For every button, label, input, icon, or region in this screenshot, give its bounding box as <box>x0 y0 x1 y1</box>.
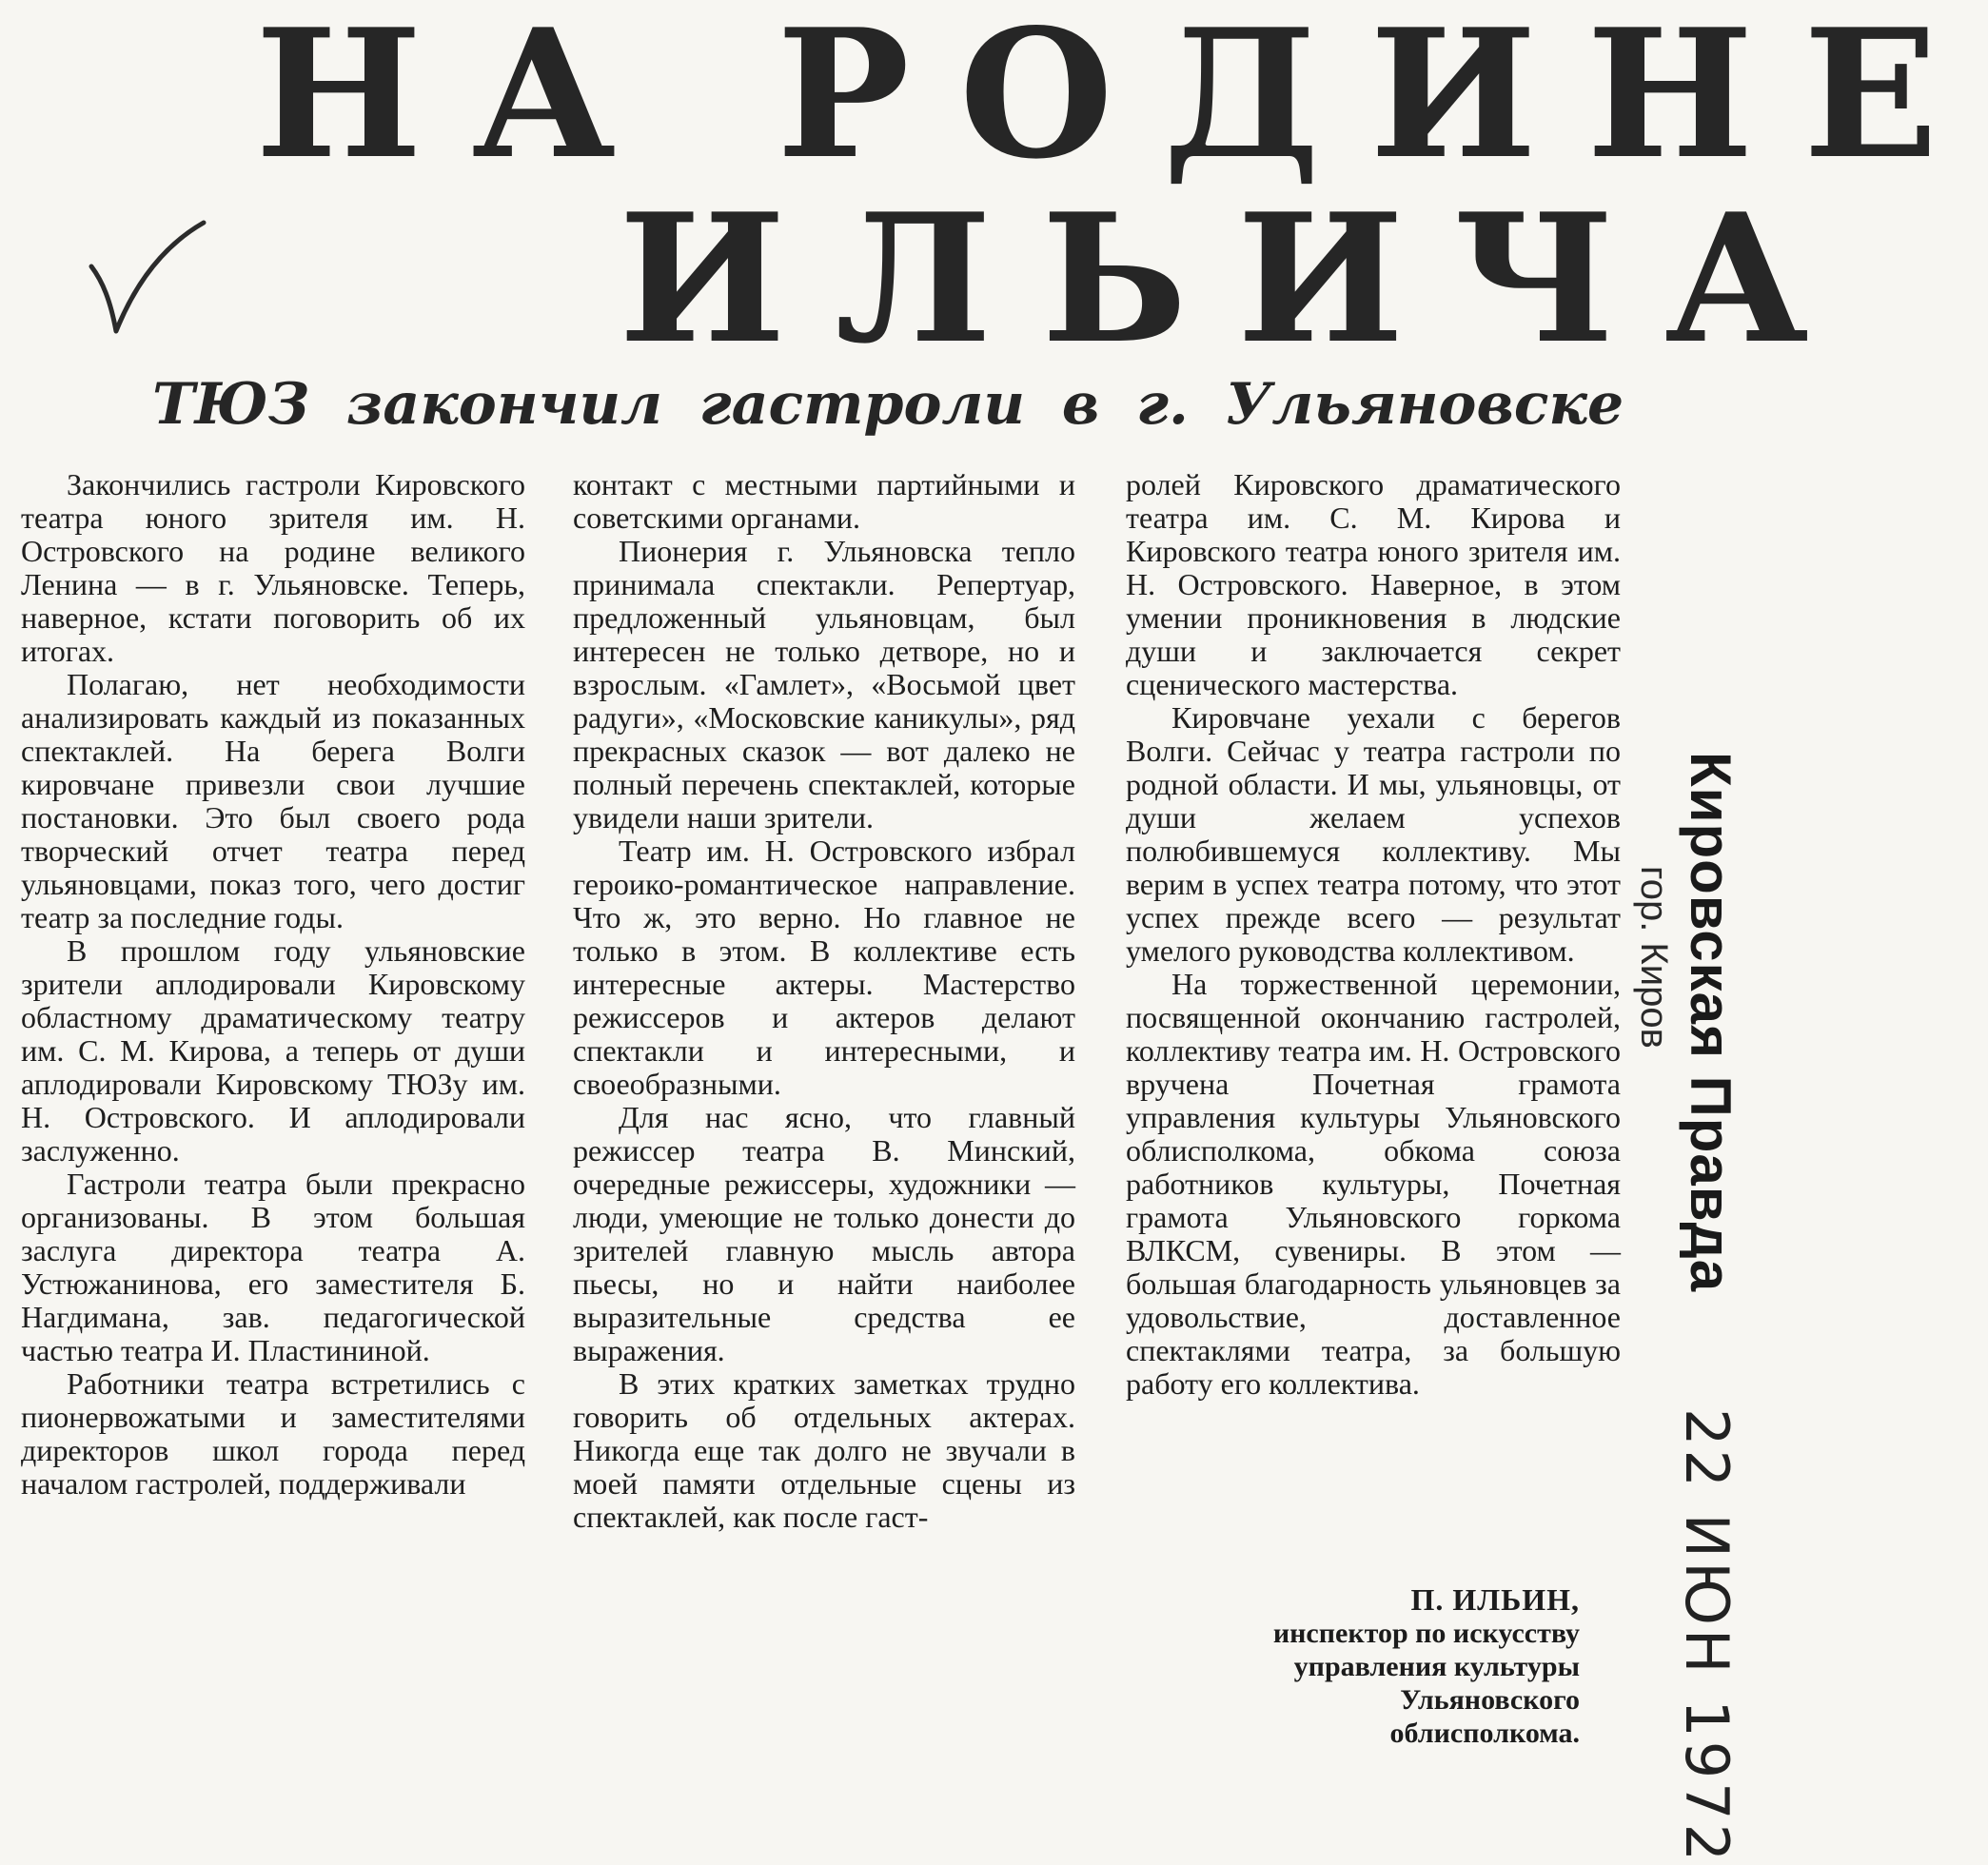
city-label: гор. Киров <box>1633 866 1675 1049</box>
article-column-1 <box>21 468 525 1501</box>
date-stamp: 22 ИЮН 1972 <box>1672 1408 1742 1865</box>
author-title-line: облисполкома. <box>1389 1718 1580 1749</box>
paragraph: Для нас ясно, что главный режиссер театра В. Минский, очередные режиссеры, художники — люди, умеющие не только донести до зрителей главную мысль автора пьесы, но и найти наиболее выразительные средства ее выражения. <box>573 1100 1075 1367</box>
author-name: П. ИЛЬИН, <box>1410 1582 1580 1617</box>
author-title-line: инспектор по искусству <box>1272 1618 1580 1649</box>
paragraph: контакт с местными партийными и советскими органами. <box>573 467 1075 535</box>
checkmark-icon <box>86 217 209 341</box>
paragraph: Пионерия г. Ульяновска тепло принимала спектакли. Репертуар, предложенный ульяновцам, был интересен не только детворе, но и взрослым. «Гамлет», «Восьмой цвет радуги», «Московские каникулы», ряд прекрасных сказок — вот далеко не полный перечень спектаклей, которые увидели наши зрители. <box>573 534 1075 834</box>
paragraph: В прошлом году ульяновские зрители аплодировали Кировскому областному драматическому театру им. С. М. Кирова, а теперь от души аплодировали Кировскому ТЮЗу им. Н. Островского. И аплодировали заслуженно. <box>21 933 525 1168</box>
paragraph: ролей Кировского драматического театра им. С. М. Кирова и Кировского театра юного зрителя им. Н. Островского. Наверное, в этом умении проникновения в людские души и заключается секрет сценического мастерства. <box>1126 467 1621 701</box>
author-signature <box>1123 1583 1580 1750</box>
headline-line-2: ИЛЬИЧА <box>619 174 1859 383</box>
source-annotation <box>1633 742 1751 1865</box>
paragraph: Работники театра встретились с пионервожатыми и заместителями директоров школ города перед началом гастролей, поддерживали <box>21 1366 525 1501</box>
author-title-line: Ульяновского <box>1400 1684 1580 1716</box>
paragraph: Закончились гастроли Кировского театра юного зрителя им. Н. Островского на родине великого Ленина — в г. Ульяновске. Теперь, наверное, кстати поговорить об их итогах. <box>21 467 525 668</box>
headline-line-1: НА РОДИНЕ <box>255 0 1988 198</box>
paragraph: На торжественной церемонии, посвященной окончанию гастролей, коллективу театра им. Н. Островского вручена Почетная грамота управления культуры Ульяновского облисполкома, обкома союза работников культуры, Почетная грамота Ульяновского горкома ВЛКСМ, сувениры. В этом — большая благодарность ульяновцев за удовольствие, доставленное спектаклями театра, за большую работу его коллектива. <box>1126 967 1621 1401</box>
article-column-3 <box>1126 468 1621 1401</box>
article-column-2 <box>573 468 1075 1534</box>
paragraph: Театр им. Н. Островского избрал героико-романтическое направление. Что ж, это верно. Но главное не только в этом. В коллективе есть интересные актеры. Мастерство режиссеров и актеров делают спектакли и интересными, и своеобразными. <box>573 834 1075 1101</box>
paragraph: Полагаю, нет необходимости анализировать каждый из показанных спектаклей. На берега Волги кировчане привезли свои лучшие постановки. Это был своего рода творческий отчет театра перед ульяновцами, показ того, чего достиг театр за последние годы. <box>21 667 525 934</box>
paragraph: Кировчане уехали с берегов Волги. Сейчас у театра гастроли по родной области. И мы, ульяновцы, от души желаем успехов полюбившемуся коллективу. Мы верим в успех театра потому, что этот успех прежде всего — результат умелого руководства коллективом. <box>1126 700 1621 968</box>
article-subtitle: ТЮЗ закончил гастроли в г. Ульяновске <box>152 371 1624 438</box>
paragraph: В этих кратких заметках трудно говорить об отдельных актерах. Никогда еще так долго не звучали в моей памяти отдельные сцены из спектаклей, как после гаст- <box>573 1366 1075 1534</box>
author-title-line: управления культуры <box>1293 1651 1580 1682</box>
paragraph: Гастроли театра были прекрасно организованы. В этом большая заслуга директора театра А. Устюжанинова, его заместителя Б. Нагдимана, зав. педагогической частью театра И. Пластининой. <box>21 1167 525 1367</box>
newspaper-name: Кировская Правда <box>1679 752 1742 1293</box>
